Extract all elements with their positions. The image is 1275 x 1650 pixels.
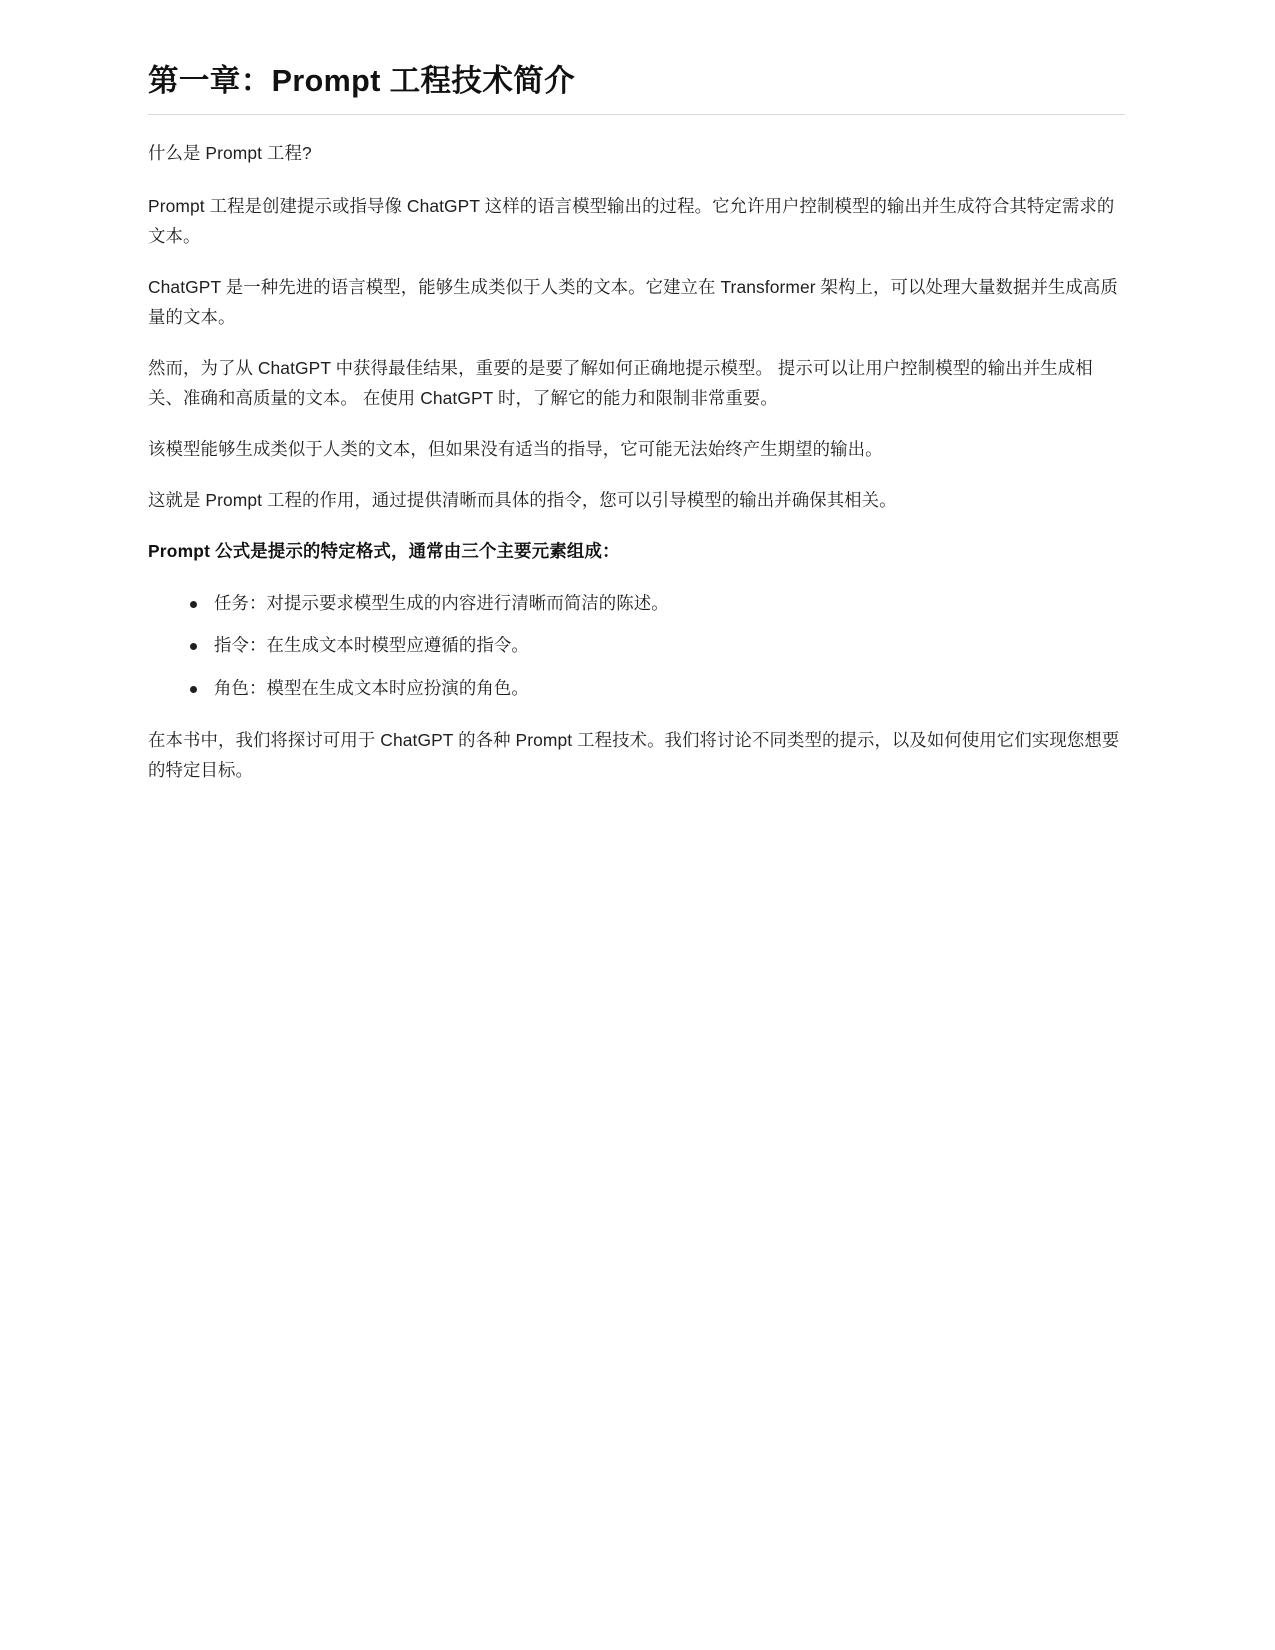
bullet-dot-icon xyxy=(190,643,197,650)
list-item-label: 角色：模型在生成文本时应扮演的角色。 xyxy=(214,678,529,699)
list-item xyxy=(184,589,1125,619)
list-item-label: 指令：在生成文本时模型应遵循的指令。 xyxy=(214,635,529,656)
list-item xyxy=(184,674,1125,704)
paragraph-chatgpt-description: ChatGPT 是一种先进的语言模型，能够生成类似于人类的文本。它建立在 Transformer 架构上，可以处理大量数据并生成高质量的文本。 xyxy=(148,276,1118,327)
bullet-dot-icon xyxy=(190,686,197,693)
list-item xyxy=(184,631,1125,661)
bullet-dot-icon xyxy=(190,601,197,608)
paragraph-model-guidance: 该模型能够生成类似于人类的文本，但如果没有适当的指导，它可能无法始终产生期望的输出。 xyxy=(148,438,883,459)
title-divider xyxy=(148,114,1125,115)
paragraph-intro-question: 什么是 Prompt 工程? xyxy=(148,143,312,164)
paragraph-best-results: 然而，为了从 ChatGPT 中获得最佳结果，重要的是要了解如何正确地提示模型。 提示可以让用户控制模型的输出并生成相关、准确和高质量的文本。 在使用 ChatGPT 时，了解它的能力和限制非常重要。 xyxy=(148,357,1093,408)
paragraph-prompt-engineering-definition: Prompt 工程是创建提示或指导像 ChatGPT 这样的语言模型输出的过程。它允许用户控制模型的输出并生成符合其特定需求的文本。 xyxy=(148,196,1115,246)
paragraph-prompt-role: 这就是 Prompt 工程的作用，通过提供清晰而具体的指令，您可以引导模型的输出并确保其相关。 xyxy=(148,489,897,510)
paragraph-prompt-formula-heading: Prompt 公式是提示的特定格式，通常由三个主要元素组成： xyxy=(148,540,620,561)
prompt-elements-list xyxy=(148,589,1125,705)
paragraph-book-overview: 在本书中，我们将探讨可用于 ChatGPT 的各种 Prompt 工程技术。我们将讨论不同类型的提示，以及如何使用它们实现您想要的特定目标。 xyxy=(148,730,1120,781)
list-item-label: 任务：对提示要求模型生成的内容进行清晰而简洁的陈述。 xyxy=(214,592,669,613)
page-title: 第一章：Prompt 工程技术简介 xyxy=(148,64,576,98)
